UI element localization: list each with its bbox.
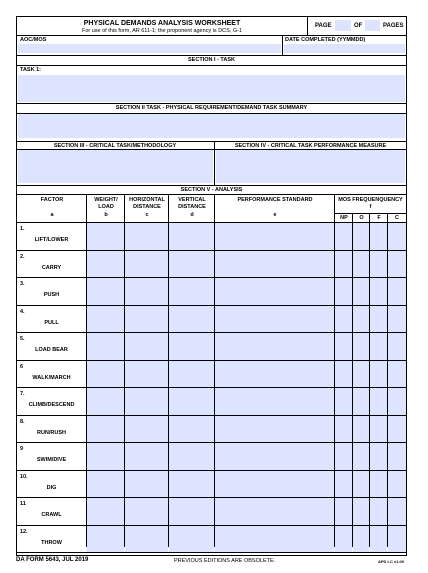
row-factor-label: CRAWL (41, 512, 62, 518)
row-input-cell[interactable] (353, 498, 369, 525)
table-row (17, 332, 406, 360)
row-number: 10. (20, 473, 28, 480)
col-f: F (377, 215, 381, 221)
row-input-cell[interactable] (388, 306, 406, 333)
row-factor-label: THROW (41, 539, 62, 546)
col-mos-letter: f (369, 204, 372, 210)
row-input-cell[interactable] (169, 526, 214, 553)
row-input-cell[interactable] (125, 223, 168, 250)
row-input-cell[interactable] (87, 333, 124, 360)
row-number: 12. (20, 528, 28, 535)
row-factor-label: DIG (46, 484, 57, 491)
row-input-cell[interactable] (87, 416, 124, 443)
row-input-cell[interactable] (353, 306, 369, 333)
row-input-cell[interactable] (87, 388, 124, 415)
row-input-cell[interactable] (370, 306, 387, 333)
row-input-cell[interactable] (335, 223, 352, 250)
row-input-cell[interactable] (370, 223, 387, 250)
col-o: O (359, 215, 364, 221)
row-input-cell[interactable] (353, 223, 369, 250)
row-input-cell[interactable] (388, 471, 406, 498)
row-number: 1. (20, 226, 25, 232)
row-factor-label: CARRY (41, 264, 62, 271)
table-row (17, 442, 406, 470)
col-mos-frequency: MOS FREQUENQUENCY (338, 197, 403, 203)
row-input-cell[interactable] (215, 333, 334, 360)
form-id: DA FORM 5643, JUL 2019 (16, 557, 89, 563)
col-horizontal: HORIZONTAL DISTANCE (129, 197, 165, 210)
row-input-cell[interactable] (125, 498, 168, 525)
row-input-cell[interactable] (370, 361, 387, 388)
row-input-cell[interactable] (215, 471, 334, 498)
row-input-cell[interactable] (353, 333, 369, 360)
table-row (17, 305, 406, 333)
row-input-cell[interactable] (370, 251, 387, 278)
row-input-cell[interactable] (87, 498, 124, 525)
row-input-cell[interactable] (388, 526, 406, 553)
analysis-table-body (17, 222, 406, 557)
row-input-cell[interactable] (125, 361, 168, 388)
section3-field[interactable] (18, 150, 213, 183)
col-vertical-letter: d (190, 212, 194, 218)
row-input-cell[interactable] (370, 278, 387, 305)
row-input-cell[interactable] (215, 416, 334, 443)
row-input-cell[interactable] (169, 361, 214, 388)
table-row (17, 387, 406, 415)
col-weight-letter: b (104, 212, 108, 218)
row-factor-label: PULL (44, 319, 59, 326)
row-input-cell[interactable] (87, 443, 124, 470)
aoc-mos-label: AOC/MOS (20, 37, 47, 43)
date-completed-label: DATE COMPLETED (YYMMDD) (285, 37, 366, 43)
row-input-cell[interactable] (125, 306, 168, 333)
table-row (17, 277, 406, 305)
row-input-cell[interactable] (169, 251, 214, 278)
row-input-cell[interactable] (169, 223, 214, 250)
row-input-cell[interactable] (125, 251, 168, 278)
row-number: 8. (20, 418, 25, 425)
row-number: 7. (20, 391, 25, 397)
section5-title: SECTION V - ANALYSIS (180, 187, 243, 193)
row-input-cell[interactable] (169, 416, 214, 443)
row-input-cell[interactable] (87, 471, 124, 498)
row-input-cell[interactable] (87, 251, 124, 278)
col-vertical: VERTICAL DISTANCE (178, 197, 206, 210)
row-input-cell[interactable] (125, 526, 168, 553)
row-input-cell[interactable] (169, 471, 214, 498)
page-label: PAGE (315, 23, 332, 29)
row-input-cell[interactable] (388, 361, 406, 388)
row-input-cell[interactable] (215, 278, 334, 305)
row-input-cell[interactable] (215, 443, 334, 470)
date-completed-field[interactable] (284, 44, 405, 53)
row-input-cell[interactable] (125, 443, 168, 470)
section4-field[interactable] (216, 150, 405, 183)
col-factor: FACTOR (40, 197, 64, 203)
section2-title: SECTION II TASK - PHYSICAL REQUIREMENT/DEMAND TASK SUMMARY (115, 105, 308, 111)
row-input-cell[interactable] (353, 471, 369, 498)
section2-field[interactable] (18, 114, 405, 138)
row-input-cell[interactable] (335, 416, 352, 443)
section1-title: SECTION I - TASK (188, 57, 235, 63)
row-input-cell[interactable] (353, 388, 369, 415)
table-row (17, 470, 406, 498)
row-input-cell[interactable] (87, 223, 124, 250)
row-input-cell[interactable] (125, 416, 168, 443)
section3-title: SECTION III - CRITICAL TASK/METHODOLOGY (53, 143, 177, 149)
row-input-cell[interactable] (335, 388, 352, 415)
row-input-cell[interactable] (370, 498, 387, 525)
row-factor-label: WALK/MARCH (32, 374, 71, 381)
task1-field[interactable] (18, 75, 405, 102)
row-input-cell[interactable] (335, 278, 352, 305)
row-input-cell[interactable] (353, 443, 369, 470)
row-input-cell[interactable] (169, 443, 214, 470)
row-input-cell[interactable] (335, 306, 352, 333)
row-input-cell[interactable] (388, 223, 406, 250)
row-factor-label: PUSH (43, 292, 60, 298)
row-input-cell[interactable] (169, 278, 214, 305)
table-row (17, 525, 406, 553)
row-input-cell[interactable] (388, 278, 406, 305)
col-horizontal-letter: c (145, 212, 149, 218)
row-factor-label: SWIM/DIVE (36, 457, 67, 463)
col-np: NP (340, 215, 348, 221)
form-subtitle: For use of this form, AR 611-1; the proponent agency is DCS, G-1 (81, 28, 243, 34)
row-input-cell[interactable] (125, 471, 168, 498)
row-input-cell[interactable] (215, 306, 334, 333)
row-input-cell[interactable] (388, 443, 406, 470)
row-input-cell[interactable] (169, 306, 214, 333)
section4-title: SECTION IV - CRITICAL TASK PERFORMANCE MEASURE (234, 143, 387, 149)
row-input-cell[interactable] (370, 388, 387, 415)
row-input-cell[interactable] (169, 498, 214, 525)
aoc-mos-field[interactable] (18, 44, 281, 53)
row-number: 3. (20, 281, 25, 287)
row-input-cell[interactable] (87, 306, 124, 333)
row-input-cell[interactable] (87, 526, 124, 553)
row-input-cell[interactable] (388, 388, 406, 415)
col-c: C (395, 215, 399, 221)
row-input-cell[interactable] (215, 388, 334, 415)
row-input-cell[interactable] (215, 361, 334, 388)
row-input-cell[interactable] (215, 498, 334, 525)
row-input-cell[interactable] (169, 388, 214, 415)
col-weight: WEIGHT/ LOAD (94, 197, 118, 210)
table-row (17, 497, 406, 525)
table-row (17, 222, 406, 250)
row-input-cell[interactable] (215, 223, 334, 250)
row-number: 11 (20, 501, 26, 507)
row-input-cell[interactable] (335, 526, 352, 553)
of-label: OF (354, 23, 363, 29)
row-input-cell[interactable] (335, 498, 352, 525)
row-input-cell[interactable] (335, 333, 352, 360)
obsolete-note: PREVIOUS EDITIONS ARE OBSOLETE. (174, 558, 276, 564)
row-input-cell[interactable] (388, 498, 406, 525)
task1-label: TASK 1: (20, 67, 41, 73)
total-pages-field[interactable] (365, 20, 380, 31)
row-input-cell[interactable] (335, 251, 352, 278)
row-input-cell[interactable] (125, 278, 168, 305)
row-input-cell[interactable] (353, 416, 369, 443)
row-number: 9 (20, 446, 24, 452)
row-input-cell[interactable] (353, 526, 369, 553)
row-input-cell[interactable] (335, 443, 352, 470)
table-row (17, 360, 406, 388)
col-performance: PERFORMANCE STANDARD (237, 197, 313, 203)
row-factor-label: CLIMB/DESCEND (28, 402, 75, 408)
row-factor-label: LOAD BEAR (35, 347, 68, 353)
row-factor-label: RUN/RUSH (36, 429, 67, 436)
row-input-cell[interactable] (215, 526, 334, 553)
row-input-cell[interactable] (335, 471, 352, 498)
row-input-cell[interactable] (125, 388, 168, 415)
form-title: PHYSICAL DEMANDS ANALYSIS WORKSHEET (83, 20, 241, 27)
row-input-cell[interactable] (353, 361, 369, 388)
row-input-cell[interactable] (353, 251, 369, 278)
table-bottom-rule (17, 552, 406, 553)
row-input-cell[interactable] (370, 526, 387, 553)
row-number: 6 (20, 363, 24, 370)
row-input-cell[interactable] (370, 471, 387, 498)
row-input-cell[interactable] (370, 416, 387, 443)
row-input-cell[interactable] (370, 333, 387, 360)
form-frame (16, 16, 407, 556)
row-input-cell[interactable] (388, 251, 406, 278)
row-number: 2. (20, 253, 25, 260)
row-factor-label: LIFT/LOWER (34, 237, 69, 243)
row-input-cell[interactable] (335, 361, 352, 388)
col-factor-letter: a (50, 212, 54, 218)
row-number: 4. (20, 308, 25, 315)
version-tag: APD LC v1.00 (378, 559, 405, 564)
row-input-cell[interactable] (169, 333, 214, 360)
row-input-cell[interactable] (388, 333, 406, 360)
row-number: 5. (20, 336, 25, 342)
row-input-cell[interactable] (370, 443, 387, 470)
page-number-field[interactable] (335, 20, 351, 31)
pages-label: PAGES (383, 23, 404, 29)
table-row (17, 415, 406, 443)
row-input-cell[interactable] (388, 416, 406, 443)
row-input-cell[interactable] (87, 278, 124, 305)
row-input-cell[interactable] (87, 361, 124, 388)
col-performance-letter: e (273, 212, 277, 218)
table-row (17, 250, 406, 278)
row-input-cell[interactable] (215, 251, 334, 278)
row-input-cell[interactable] (125, 333, 168, 360)
row-input-cell[interactable] (353, 278, 369, 305)
